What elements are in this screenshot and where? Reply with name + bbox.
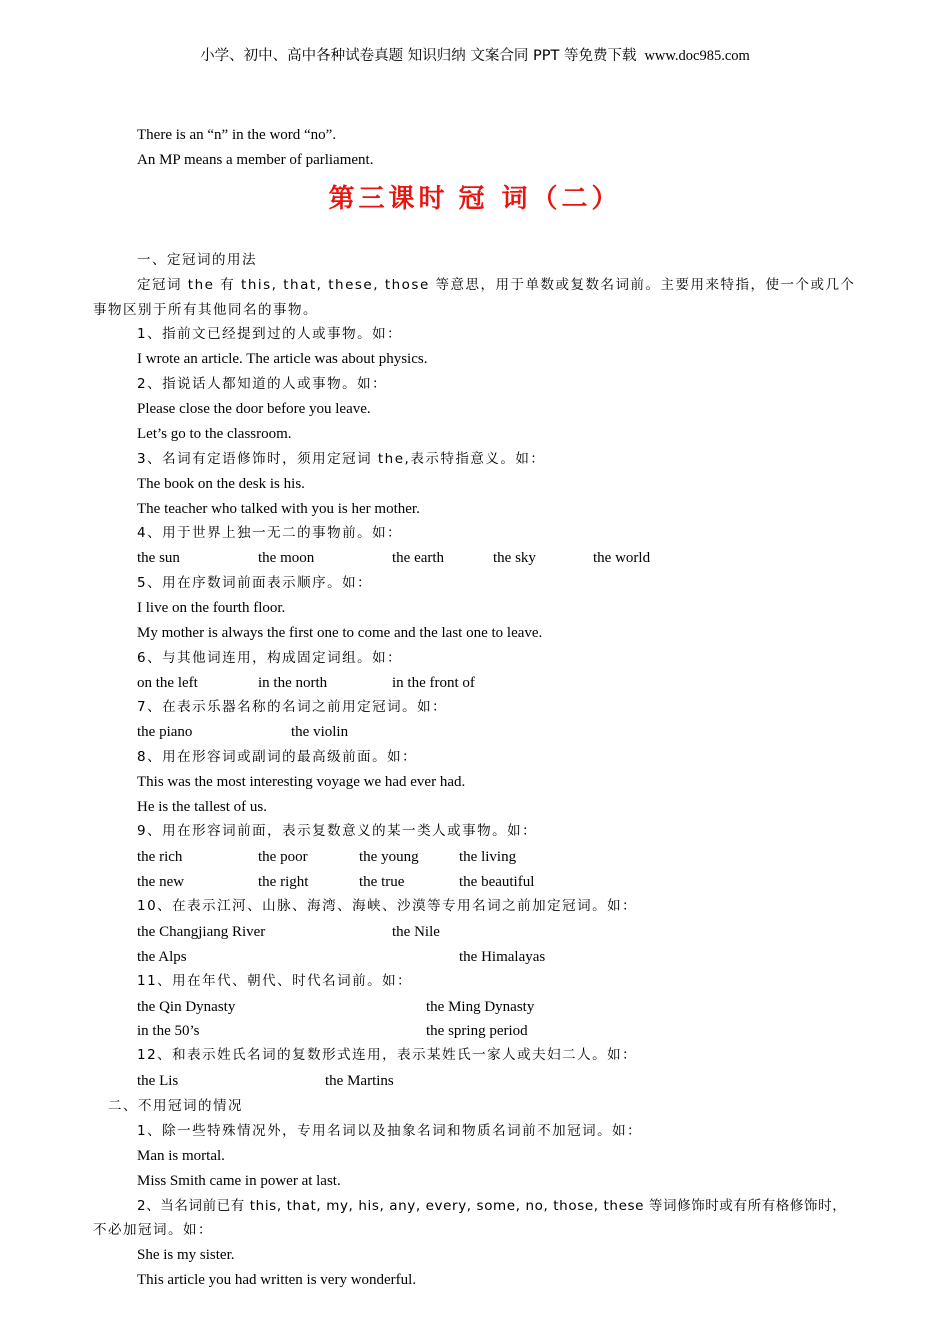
example-word: the new bbox=[137, 874, 185, 890]
example-word: the sun bbox=[137, 550, 180, 566]
example-word: in the front of bbox=[392, 675, 475, 691]
example-word: in the 50’s bbox=[137, 1023, 200, 1039]
banner-site-url[interactable]: www.doc985.com bbox=[644, 48, 750, 64]
example-sentence: I live on the fourth floor. bbox=[137, 600, 286, 616]
rule-heading: 5、用在序数词前面表示顺序。如： bbox=[137, 575, 373, 591]
section-description: 定冠词 the 有 this, that, these, those 等意思，用于单数或复数名词前。主要用来特指，使一个或几个 bbox=[137, 277, 856, 293]
title-main: 第三课时 bbox=[328, 184, 449, 214]
rule-heading: 2、指说话人都知道的人或事物。如： bbox=[137, 376, 388, 392]
example-word: the young bbox=[359, 849, 419, 865]
example-sentence: This was the most interesting voyage we had ever had. bbox=[137, 774, 466, 790]
example-word: the true bbox=[359, 874, 405, 890]
example-word: the spring period bbox=[426, 1023, 528, 1039]
example-sentence: This article you had written is very wonderful. bbox=[137, 1272, 417, 1288]
example-word: the beautiful bbox=[459, 874, 535, 890]
example-word: the poor bbox=[258, 849, 308, 865]
page-title bbox=[0, 178, 950, 215]
example-sentence: Man is mortal. bbox=[137, 1148, 225, 1164]
rule-heading: 11、用在年代、朝代、时代名词前。如： bbox=[137, 973, 413, 989]
example-word: the Lis bbox=[137, 1073, 179, 1089]
example-sentence: She is my sister. bbox=[137, 1247, 235, 1263]
example-word: the rich bbox=[137, 849, 183, 865]
example-word: the earth bbox=[392, 550, 445, 566]
rule-heading: 1、指前文已经提到过的人或事物。如： bbox=[137, 326, 403, 342]
section-heading: 一、定冠词的用法 bbox=[137, 252, 257, 268]
example-sentence: My mother is always the first one to come and the last one to leave. bbox=[137, 625, 543, 641]
example-word: the Alps bbox=[137, 949, 187, 965]
example-word: the Martins bbox=[325, 1073, 394, 1089]
example-sentence: Please close the door before you leave. bbox=[137, 401, 371, 417]
example-word: on the left bbox=[137, 675, 198, 691]
example-word: the sky bbox=[493, 550, 536, 566]
example-word: the Nile bbox=[392, 924, 440, 940]
example-word: the violin bbox=[291, 724, 349, 740]
section-description: 事物区别于所有其他同名的事物。 bbox=[93, 302, 318, 318]
rule-heading: 4、用于世界上独一无二的事物前。如： bbox=[137, 525, 403, 541]
example-word: the right bbox=[258, 874, 309, 890]
example-word: the world bbox=[593, 550, 651, 566]
example-sentence: Miss Smith came in power at last. bbox=[137, 1173, 341, 1189]
title-sub: 冠 词（二） bbox=[458, 184, 622, 214]
rule-heading: 9、用在形容词前面，表示复数意义的某一类人或事物。如： bbox=[137, 823, 538, 839]
example-word: the Qin Dynasty bbox=[137, 999, 236, 1015]
example-word: the Himalayas bbox=[459, 949, 546, 965]
example-sentence: He is the tallest of us. bbox=[137, 799, 267, 815]
rule-heading: 10、在表示江河、山脉、海湾、海峡、沙漠等专用名词之前加定冠词。如： bbox=[137, 898, 638, 914]
example-word: the living bbox=[459, 849, 517, 865]
rule-heading: 不必加冠词。如： bbox=[93, 1222, 213, 1238]
intro-line: There is an “n” in the word “no”. bbox=[137, 127, 337, 143]
example-sentence: The book on the desk is his. bbox=[137, 476, 305, 492]
rule-heading: 7、在表示乐器名称的名词之前用定冠词。如： bbox=[137, 699, 448, 715]
section-heading: 二、不用冠词的情况 bbox=[108, 1098, 243, 1114]
example-word: in the north bbox=[258, 675, 328, 691]
page-header-banner bbox=[0, 44, 950, 65]
example-word: the piano bbox=[137, 724, 193, 740]
banner-text: 小学、初中、高中各种试卷真题 知识归纳 文案合同 PPT 等免费下载 bbox=[200, 48, 637, 64]
example-sentence: The teacher who talked with you is her mother. bbox=[137, 501, 420, 517]
rule-heading: 6、与其他词连用，构成固定词组。如： bbox=[137, 650, 403, 666]
rule-heading: 3、名词有定语修饰时，须用定冠词 the,表示特指意义。如： bbox=[137, 451, 546, 467]
example-word: the Changjiang River bbox=[137, 924, 266, 940]
rule-heading: 12、和表示姓氏名词的复数形式连用，表示某姓氏一家人或夫妇二人。如： bbox=[137, 1047, 638, 1063]
example-sentence: I wrote an article. The article was about physics. bbox=[137, 351, 428, 367]
rule-heading: 8、用在形容词或副词的最高级前面。如： bbox=[137, 749, 418, 765]
intro-line: An MP means a member of parliament. bbox=[137, 152, 374, 168]
example-word: the moon bbox=[258, 550, 315, 566]
rule-heading: 2、当名词前已有 this, that, my, his, any, every, some, no, those, these 等词修饰时或有所有格修饰时， bbox=[137, 1198, 847, 1214]
example-word: the Ming Dynasty bbox=[426, 999, 535, 1015]
rule-heading: 1、除一些特殊情况外，专用名词以及抽象名词和物质名词前不加冠词。如： bbox=[137, 1123, 643, 1139]
example-sentence: Let’s go to the classroom. bbox=[137, 426, 292, 442]
